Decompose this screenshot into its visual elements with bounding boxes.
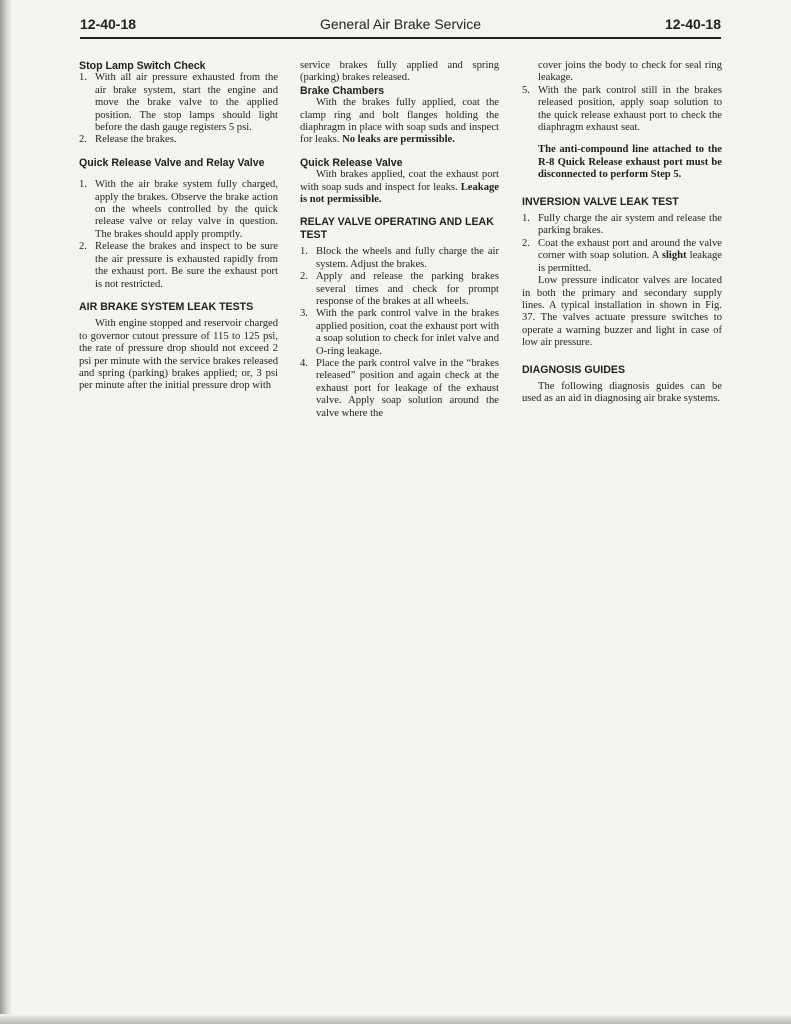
header-rule	[80, 37, 721, 39]
list-item: 2. Release the brakes and inspect to be sure the air pressure is exhausted rapidly from the exhaust port. Be sure the exhaust port is not restricted.	[79, 241, 278, 290]
list-item: 1. Block the wheels and fully charge the air system. Adjust the brakes.	[300, 246, 499, 270]
list-item: 5. With the park control still in the brakes released position, apply soap solution to the quick release exhaust port to check the diaphragm exhaust seat.	[522, 84, 722, 134]
list-quick-release-relay	[79, 179, 278, 291]
page-number-left: 12-40-18	[80, 16, 137, 32]
list-relay-valve-continued	[522, 85, 722, 135]
column-2	[300, 60, 499, 420]
page-bottom-edge	[0, 1014, 791, 1024]
page-binding-edge	[0, 0, 12, 1024]
heading-quick-release-valve: Quick Release Valve	[300, 156, 403, 169]
note-anti-compound: The anti-compound line attached to the R-8 Quick Release exhaust port must be disconnected to perform Step 5.	[538, 144, 722, 181]
paragraph-quick-release-valve: With brakes applied, coat the exhaust port with soap suds and inspect for leaks. Leakage is not permissible.	[300, 169, 499, 206]
page-title: General Air Brake Service	[319, 16, 482, 32]
page-number-right: 12-40-18	[664, 16, 721, 32]
list-item: 2. Release the brakes.	[79, 134, 177, 146]
list-item: 1. Fully charge the air system and release the parking brakes.	[522, 213, 722, 237]
list-item: 3. With the park control valve in the brakes applied position, coat the exhaust port with a soap solution to check for inlet valve and O-ring leakage.	[300, 308, 499, 357]
column-3	[522, 60, 722, 406]
paragraph-continued: service brakes fully applied and spring (parking) brakes released.	[300, 60, 499, 84]
list-relay-valve	[300, 246, 499, 420]
heading-quick-release-relay: Quick Release Valve and Relay Valve	[79, 156, 265, 169]
column-1	[79, 60, 278, 393]
list-item: 2. Coat the exhaust port and around the valve corner with soap solution. A slight leakage is permitted.	[522, 237, 722, 274]
heading-diagnosis-guides: DIAGNOSIS GUIDES	[522, 363, 626, 376]
heading-brake-chambers: Brake Chambers	[300, 84, 385, 97]
paragraph-diagnosis-guides: The following diagnosis guides can be used as an aid in diagnosing air brake systems.	[522, 380, 722, 405]
paragraph-leak-tests: With engine stopped and reservoir charged to governor cutout pressure of 115 to 125 psi, the rate of pressure drop should not exceed 2 psi per minute with the service brakes released and spring (parking) brakes applied; or, 3 psi per minute after the initial pressure drop with	[79, 318, 278, 392]
paragraph-continued: cover joins the body to check for seal ring leakage.	[538, 60, 722, 84]
heading-air-brake-leak-tests: AIR BRAKE SYSTEM LEAK TESTS	[79, 300, 254, 313]
heading-relay-valve-test: RELAY VALVE OPERATING AND LEAK TEST	[300, 216, 494, 241]
paragraph-brake-chambers: With the brakes fully applied, coat the clamp ring and bolt flanges holding the diaphragm in place with soap suds and inspect for leaks. No leaks are permissible.	[300, 97, 499, 146]
list-inversion-valve	[522, 213, 722, 275]
list-item: 2. Apply and release the parking brakes several times and check for prompt response of the brakes at all wheels.	[300, 271, 499, 307]
heading-stop-lamp-switch-check: Stop Lamp Switch Check	[79, 60, 206, 72]
list-item: 1. With the air brake system fully charged, apply the brakes. Observe the brake action on the wheels controlled by the quick release valve or relay valve in question. The brakes should apply promptly.	[79, 179, 278, 240]
page-header	[80, 16, 721, 36]
list-stop-lamp	[79, 72, 278, 146]
heading-inversion-valve: INVERSION VALVE LEAK TEST	[522, 195, 679, 208]
list-item: 1. With all air pressure exhausted from the air brake system, start the engine and move the brake valve to the applied position. The stop lamps should light before the dash gauge registers 5 psi.	[79, 72, 278, 134]
list-item: 4. Place the park control valve in the “brakes released” position and again check at the exhaust port for leakage of the exhaust valve. Apply soap solution around the valve where the	[300, 357, 499, 419]
paragraph-low-pressure: Low pressure indicator valves are located in both the primary and secondary supply lines. A typical installation in shown in Fig. 37. The valves actuate pressure switches to operate a warning buzzer and light in case of low air pressure.	[522, 275, 722, 349]
